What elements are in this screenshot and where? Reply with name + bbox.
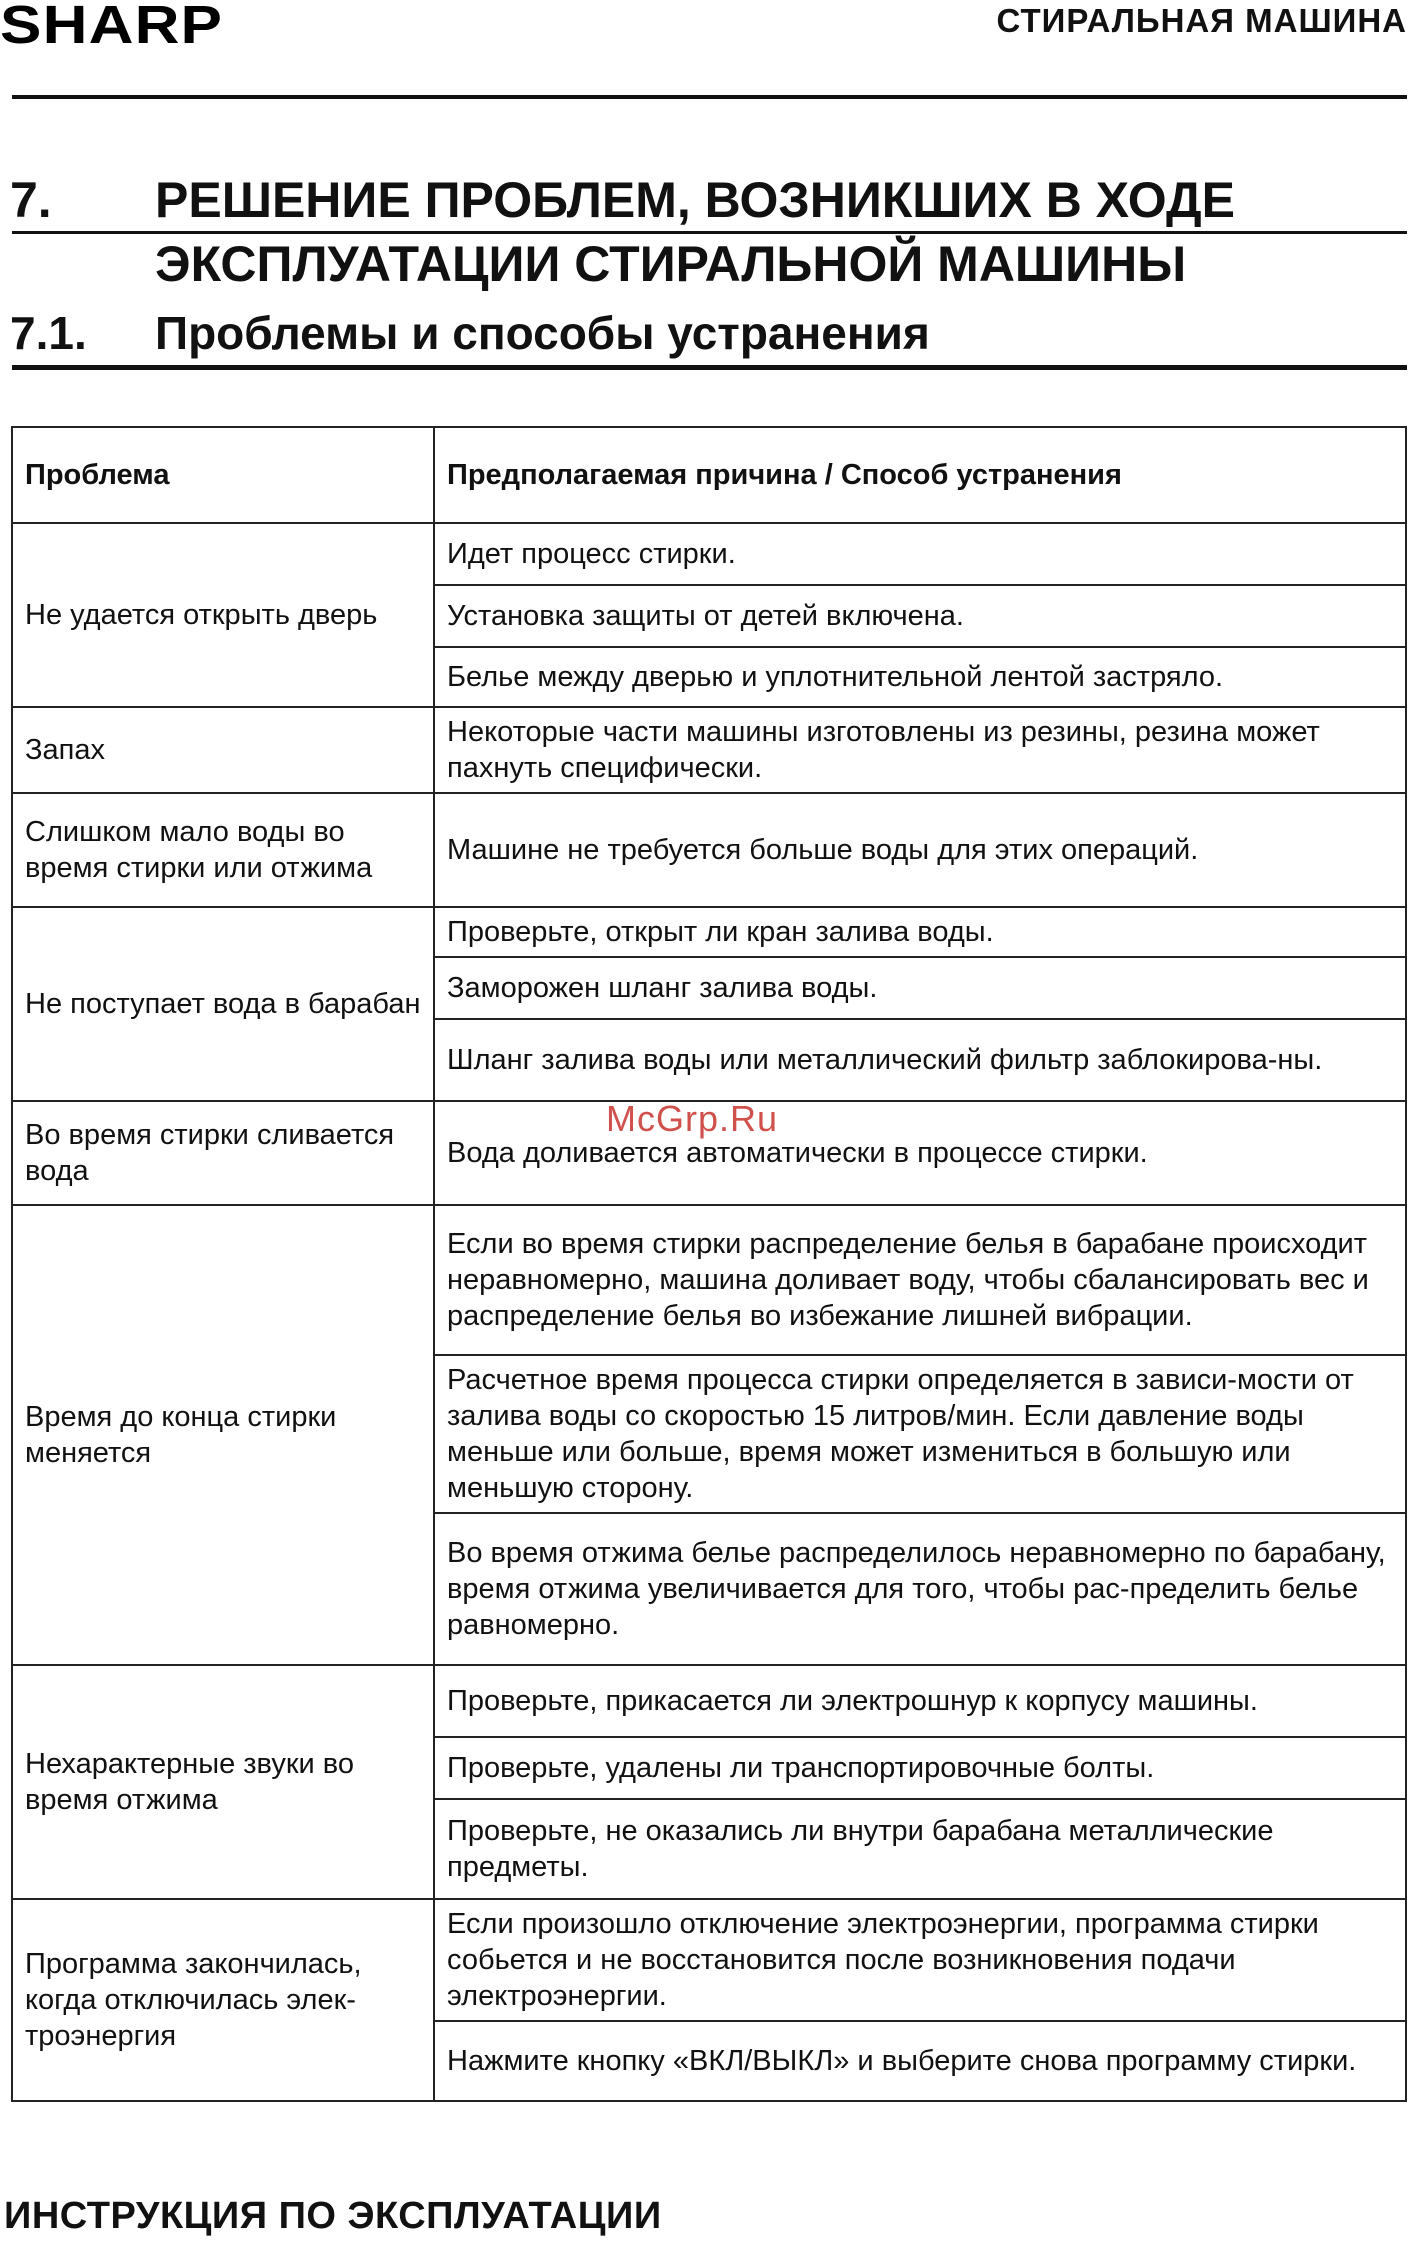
cause-cell: Если произошло отключение электроэнергии, программа стирки собьется и не восстановится после возникновения подачи электроэнергии.: [434, 1899, 1406, 2021]
cause-cell: Машине не требуется больше воды для этих операций.: [434, 793, 1406, 907]
header-divider: [12, 95, 1407, 99]
table-row: [12, 907, 1406, 957]
cause-cell: Вода доливается автоматически в процессе стирки.: [434, 1101, 1406, 1205]
cause-cell: Установка защиты от детей включена.: [434, 585, 1406, 647]
cause-cell: Проверьте, не оказались ли внутри барабана металлические предметы.: [434, 1799, 1406, 1899]
cause-cell: Во время отжима белье распределилось неравномерно по барабану, время отжима увеличивается для того, чтобы рас-пределить белье равномерно.: [434, 1513, 1406, 1665]
section-title: РЕШЕНИЕ ПРОБЛЕМ, ВОЗНИКШИХ В ХОДЕ ЭКСПЛУАТАЦИИ СТИРАЛЬНОЙ МАШИНЫ: [155, 172, 1235, 292]
table-row: [12, 1665, 1406, 1737]
section-number: 7.: [10, 172, 52, 228]
table-row: [12, 1899, 1406, 2021]
cause-cell: Некоторые части машины изготовлены из резины, резина может пахнуть специфически.: [434, 707, 1406, 793]
subsection-title: Проблемы и способы устранения: [155, 307, 930, 359]
problem-cell: Не поступает вода в барабан: [12, 907, 434, 1101]
header-title: СТИРАЛЬНАЯ МАШИНА: [996, 2, 1407, 39]
cause-cell: Шланг залива воды или металлический фильтр заблокирова-ны.: [434, 1019, 1406, 1101]
sharp-logo: SHARP: [0, 0, 224, 55]
header-cause: Предполагаемая причина / Способ устранения: [434, 427, 1406, 523]
troubleshooting-table: [11, 426, 1407, 2102]
cause-cell: Идет процесс стирки.: [434, 523, 1406, 585]
problem-cell: Время до конца стирки меняется: [12, 1205, 434, 1665]
problem-cell: Слишком мало воды во время стирки или отжима: [12, 793, 434, 907]
cause-cell: Проверьте, удалены ли транспортировочные болты.: [434, 1737, 1406, 1799]
section-divider: [12, 231, 1407, 234]
cause-cell: Нажмите кнопку «ВКЛ/ВЫКЛ» и выберите снова программу стирки.: [434, 2021, 1406, 2101]
subsection-number: 7.1.: [10, 307, 87, 359]
table-row: [12, 707, 1406, 793]
table-row: [12, 793, 1406, 907]
table-row: [12, 523, 1406, 585]
watermark: McGrp.Ru: [606, 1098, 779, 1139]
cause-cell: Расчетное время процесса стирки определяется в зависи-мости от залива воды со скоростью 15 литров/мин. Если давление воды меньше или больше, время может измениться в большую или меньшую сторону.: [434, 1355, 1406, 1513]
table-row: [12, 1205, 1406, 1355]
cause-cell: Заморожен шланг залива воды.: [434, 957, 1406, 1019]
cause-cell: Проверьте, открыт ли кран залива воды.: [434, 907, 1406, 957]
table-header-row: [12, 427, 1406, 523]
problem-cell: Не удается открыть дверь: [12, 523, 434, 707]
cause-cell: Белье между дверью и уплотнительной лентой застряло.: [434, 647, 1406, 707]
header-problem: Проблема: [12, 427, 434, 523]
cause-cell: Проверьте, прикасается ли электрошнур к корпусу машины.: [434, 1665, 1406, 1737]
problem-cell: Нехарактерные звуки во время отжима: [12, 1665, 434, 1899]
footer-title: ИНСТРУКЦИЯ ПО ЭКСПЛУАТАЦИИ: [4, 2195, 662, 2237]
problem-cell: Запах: [12, 707, 434, 793]
cause-cell: Если во время стирки распределение белья в барабане происходит неравномерно, машина доливает воду, чтобы сбалансировать вес и распределение белья во избежание лишней вибрации.: [434, 1205, 1406, 1355]
subsection-divider: [12, 365, 1407, 370]
problem-cell: Во время стирки сливается вода: [12, 1101, 434, 1205]
problem-cell: Программа закончилась, когда отключилась элек-троэнергия: [12, 1899, 434, 2101]
